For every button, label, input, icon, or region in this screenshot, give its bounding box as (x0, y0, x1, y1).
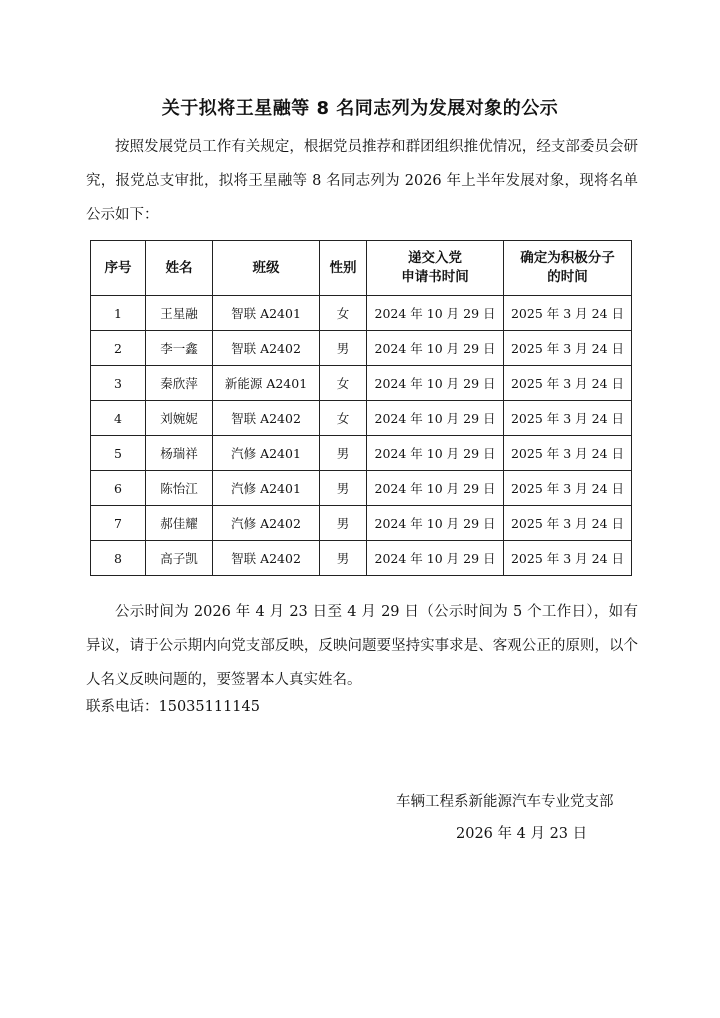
cell-active-date: 2025 年 3 月 24 日 (504, 331, 632, 366)
cell-name: 刘婉妮 (146, 401, 213, 436)
signature-org: 车辆工程系新能源汽车专业党支部 (396, 794, 614, 810)
cell-active-date: 2025 年 3 月 24 日 (504, 366, 632, 401)
header-active-line2: 的时间 (547, 269, 588, 285)
cell-name: 陈怡江 (146, 471, 213, 506)
cell-name: 杨瑞祥 (146, 436, 213, 471)
table-row (91, 471, 632, 506)
cell-no: 1 (91, 296, 146, 331)
cell-no: 7 (91, 506, 146, 541)
cell-gender: 男 (320, 471, 367, 506)
cell-active-date: 2025 年 3 月 24 日 (504, 471, 632, 506)
cell-gender: 男 (320, 541, 367, 576)
table-header-row (91, 241, 632, 296)
cell-apply-date: 2024 年 10 月 29 日 (367, 436, 504, 471)
notice-text: 公示时间为 2026 年 4 月 23 日至 4 月 29 日（公示时间为 5 个工作日），如有异议，请于公示期内向党支部反映，反映问题要坚持实事求是、客观公正的原则，以个人名义反映问题的，要签署本人真实姓名。 (86, 604, 638, 688)
candidate-table (90, 240, 632, 576)
cell-apply-date: 2024 年 10 月 29 日 (367, 506, 504, 541)
cell-active-date: 2025 年 3 月 24 日 (504, 296, 632, 331)
header-apply-line1: 递交入党 (408, 250, 462, 266)
cell-no: 6 (91, 471, 146, 506)
cell-class: 智联 A2402 (213, 331, 320, 366)
cell-apply-date: 2024 年 10 月 29 日 (367, 401, 504, 436)
cell-no: 2 (91, 331, 146, 366)
cell-gender: 女 (320, 296, 367, 331)
cell-class: 汽修 A2402 (213, 506, 320, 541)
cell-no: 3 (91, 366, 146, 401)
cell-no: 5 (91, 436, 146, 471)
cell-name: 李一鑫 (146, 331, 213, 366)
intro-text: 按照发展党员工作有关规定，根据党员推荐和群团组织推优情况，经支部委员会研究，报党总支审批，拟将王星融等 8 名同志列为 2026 年上半年发展对象，现将名单公示如下： (86, 139, 638, 223)
cell-apply-date: 2024 年 10 月 29 日 (367, 541, 504, 576)
table-row (91, 401, 632, 436)
signature-date: 2026 年 4 月 23 日 (456, 826, 588, 842)
cell-name: 秦欣萍 (146, 366, 213, 401)
cell-gender: 男 (320, 436, 367, 471)
cell-apply-date: 2024 年 10 月 29 日 (367, 471, 504, 506)
cell-active-date: 2025 年 3 月 24 日 (504, 506, 632, 541)
table-row (91, 331, 632, 366)
cell-class: 新能源 A2401 (213, 366, 320, 401)
page-title: 关于拟将王星融等 8 名同志列为发展对象的公示 (161, 98, 559, 119)
cell-apply-date: 2024 年 10 月 29 日 (367, 366, 504, 401)
cell-name: 王星融 (146, 296, 213, 331)
header-name: 姓名 (146, 241, 213, 296)
header-active-line1: 确定为积极分子 (520, 250, 615, 266)
header-apply-date (367, 241, 504, 296)
header-active-date (504, 241, 632, 296)
cell-no: 4 (91, 401, 146, 436)
cell-apply-date: 2024 年 10 月 29 日 (367, 296, 504, 331)
cell-no: 8 (91, 541, 146, 576)
cell-gender: 女 (320, 366, 367, 401)
cell-name: 郝佳耀 (146, 506, 213, 541)
cell-class: 智联 A2401 (213, 296, 320, 331)
notice-paragraph (86, 595, 638, 697)
intro-paragraph (86, 130, 638, 232)
table-row (91, 541, 632, 576)
table-row (91, 436, 632, 471)
table-row (91, 296, 632, 331)
cell-class: 智联 A2402 (213, 401, 320, 436)
cell-apply-date: 2024 年 10 月 29 日 (367, 331, 504, 366)
header-gender: 性别 (320, 241, 367, 296)
contact-phone: 联系电话：15035111145 (86, 699, 260, 715)
table-row (91, 366, 632, 401)
cell-name: 高子凯 (146, 541, 213, 576)
cell-gender: 女 (320, 401, 367, 436)
header-apply-line2: 申请书时间 (401, 269, 469, 285)
cell-gender: 男 (320, 331, 367, 366)
cell-class: 汽修 A2401 (213, 471, 320, 506)
cell-active-date: 2025 年 3 月 24 日 (504, 541, 632, 576)
header-class: 班级 (213, 241, 320, 296)
header-no: 序号 (91, 241, 146, 296)
cell-class: 汽修 A2401 (213, 436, 320, 471)
table-row (91, 506, 632, 541)
cell-gender: 男 (320, 506, 367, 541)
cell-class: 智联 A2402 (213, 541, 320, 576)
cell-active-date: 2025 年 3 月 24 日 (504, 436, 632, 471)
cell-active-date: 2025 年 3 月 24 日 (504, 401, 632, 436)
